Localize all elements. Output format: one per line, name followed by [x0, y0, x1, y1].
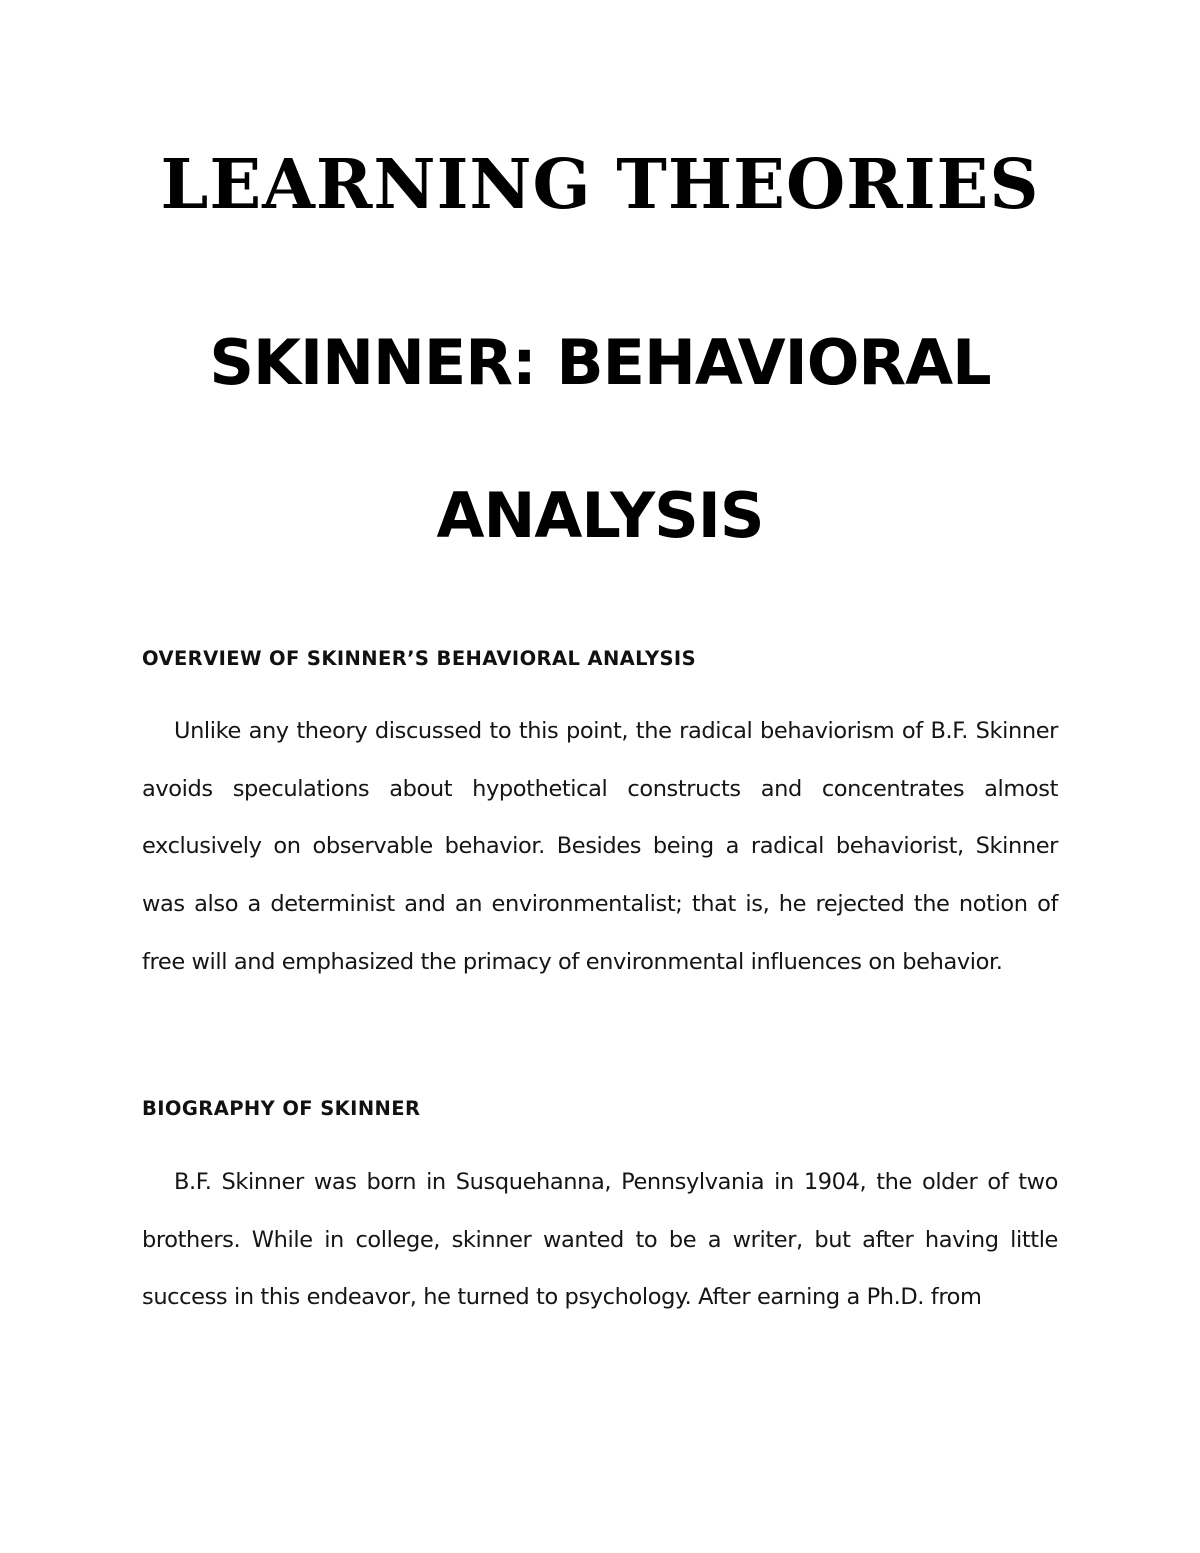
document-title: LEARNING THEORIES [160, 145, 1040, 225]
section-heading-biography: BIOGRAPHY OF SKINNER [142, 1097, 421, 1120]
document-subtitle-line-1: SKINNER: BEHAVIORAL [209, 326, 991, 399]
section-body-overview: Unlike any theory discussed to this point, the radical behaviorism of B.F. Skinner avoids speculations about hypothetical constructs and concentrates almost exclusively on observable behavior. Besides being a radical behaviorist, Skinner was also a determinist and an environmentalist; that is, he rejected the notion of free will and emphasized the primacy of environmental influences on behavior. [142, 718, 1058, 975]
section-heading-overview: OVERVIEW OF SKINNER’S BEHAVIORAL ANALYSIS [142, 647, 697, 670]
section-body-biography: B.F. Skinner was born in Susquehanna, Pennsylvania in 1904, the older of two brothers. While in college, skinner wanted to be a writer, but after having little success in this endeavor, he turned to psychology. After earning a Ph.D. from [142, 1169, 1058, 1311]
document-subtitle-line-2: ANALYSIS [436, 479, 764, 552]
